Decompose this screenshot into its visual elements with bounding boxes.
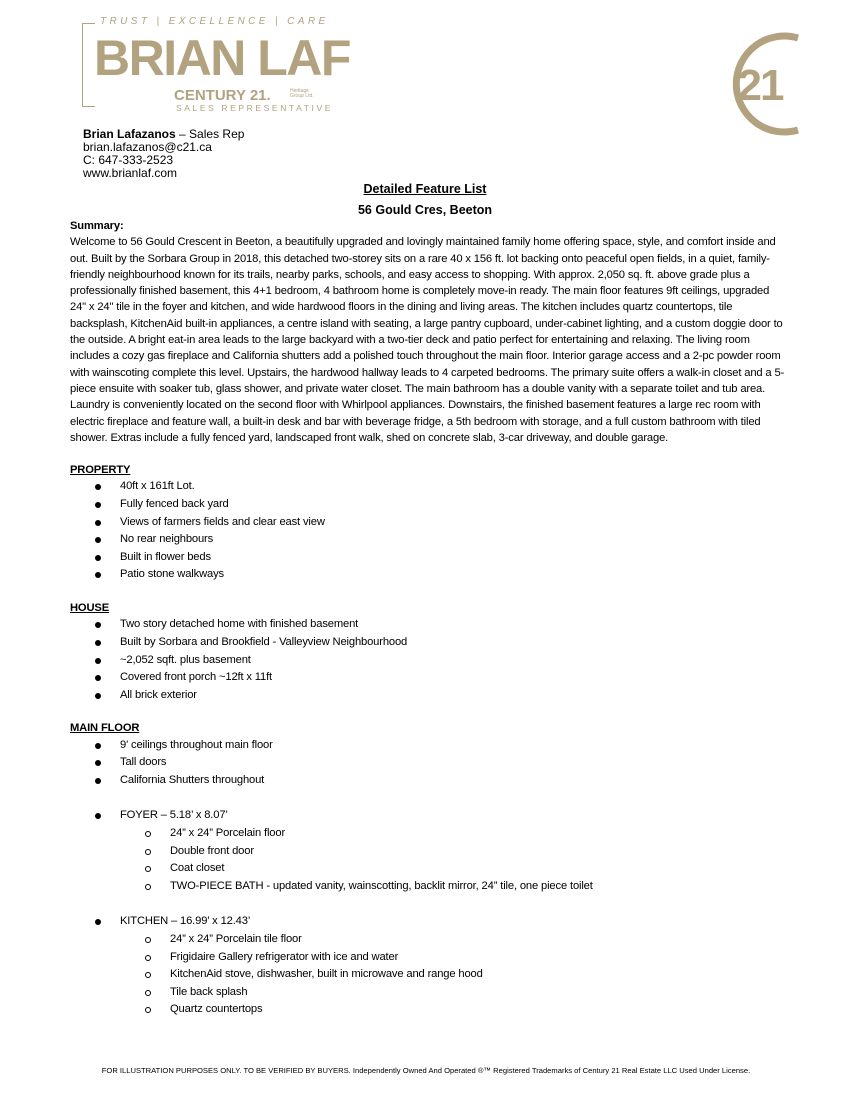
logo-tagline: TRUST | EXCELLENCE | CARE [100,16,329,27]
sub-list-item-text: Frigidaire Gallery refrigerator with ice and water [170,950,399,963]
room-title [70,807,785,825]
agent-info [83,128,244,180]
kitchen-list [70,931,785,1019]
list-item-text: Patio stone walkways [120,568,224,581]
list-item [70,687,785,705]
sub-list-item [70,843,785,861]
circle-bullet-icon [145,849,151,855]
sub-list-item [70,860,785,878]
room-foyer [70,807,785,895]
list-item [70,514,785,532]
main-floor-list [70,737,785,790]
list-item-text: Built in flower beds [120,550,211,563]
circle-bullet-icon [145,990,151,996]
list-item-text: Built by Sorbara and Brookfield - Valleyview Neighbourhood [120,635,408,648]
list-item-text: Covered front porch ~12ft x 11ft [120,671,273,684]
bullet-icon [95,484,101,490]
section-title-house: HOUSE [70,602,110,615]
list-item-text: 9' ceilings throughout main floor [120,738,273,751]
feature-list-content [70,218,785,1019]
list-item [70,496,785,514]
sub-list-item-text: Quartz countertops [170,1003,263,1016]
list-item-text: California Shutters throughout [120,773,265,786]
sub-list-item [70,825,785,843]
list-item [70,616,785,634]
circle-bullet-icon [145,937,151,943]
list-item [70,478,785,496]
agent-website[interactable]: www.brianlaf.com [83,166,178,180]
sub-list-item-text: 24” x 24” Porcelain tile floor [170,932,302,945]
bullet-icon [95,555,101,561]
bullet-icon [95,693,101,699]
bullet-icon [95,760,101,766]
sub-list-item-text: KitchenAid stove, dishwasher, built in microwave and range hood [170,968,483,981]
room-title [70,913,785,931]
circle-bullet-icon [145,955,151,961]
sub-list-item-text: Tile back splash [170,985,248,998]
brokerage-logo [82,14,350,114]
bullet-icon [95,502,101,508]
sub-list-item [70,966,785,984]
list-item-text: All brick exterior [120,688,197,701]
agent-email[interactable]: brian.lafazanos@c21.ca [83,140,212,154]
circle-bullet-icon [145,972,151,978]
list-item-text: Views of farmers fields and clear east view [120,515,325,528]
list-item-text: Tall doors [120,756,167,769]
sub-list-item-text: 24” x 24” Porcelain floor [170,826,286,839]
circle-bullet-icon [145,1007,151,1013]
agent-name: Brian Lafazanos [83,127,176,141]
list-item [70,634,785,652]
circle-bullet-icon [145,831,151,837]
bullet-icon [95,919,101,925]
logo-role: SALES REPRESENTATIVE [176,103,334,113]
summary-label: Summary: [70,220,124,232]
list-item [70,566,785,584]
list-item [70,754,785,772]
agent-phone: C: 647-333-2523 [83,153,174,167]
list-item-text: Two story detached home with finished basement [120,618,359,631]
property-list [70,478,785,584]
property-address: 56 Gould Cres, Beeton [357,203,493,217]
bullet-icon [95,520,101,526]
sub-list-item-text: Coat closet [170,862,225,875]
foyer-list [70,825,785,895]
sub-list-item [70,949,785,967]
list-item-text: 40ft x 161ft Lot. [120,480,195,493]
list-item-text: ~2,052 sqft. plus basement [120,653,251,666]
list-item [70,669,785,687]
list-item [70,549,785,567]
sub-list-item-text: Double front door [170,844,254,857]
logo-brand: CENTURY 21. [174,87,271,104]
logo-brand-sub: Heritage Group Ltd. [290,88,314,99]
bullet-icon [95,658,101,664]
bullet-icon [95,813,101,819]
sub-list-item [70,1001,785,1019]
summary-text: Welcome to 56 Gould Crescent in Beeton, a beautifully upgraded and lovingly maintained family home offering space, style, and comfort inside and out. Built by the Sorbara Group in 2018, this detached two-storey sits on a rare 40 x 156 ft. lot backing onto peaceful open fields, in a quiet, family-friendly neighbourhood known for its trails, nearby parks, schools, and easy access to shopping. With approx. 2,050 sq. ft. above grade plus a professionally finished basement, this 4+1 bedroom, 4 bathroom home is completely move-in ready. The main floor features 9ft ceilings, upgraded 24" x 24" tile in the foyer and kitchen, and wide hardwood floors in the dining and living areas. The kitchen includes quartz countertops, tile backsplash, KitchenAid built-in appliances, a centre island with seating, a large pantry cupboard, under-cabinet lighting, and a custom doggie door to the outside. A bright eat-in area leads to the large backyard with a two-tier deck and patio perfect for entertaining and relaxing. The living room includes a cozy gas fireplace and California shutters add a polished touch throughout the main floor. Interior garage access and a 2-pc powder room with wainscoting complete this level. Upstairs, the hardwood hallway leads to 4 carpeted bedrooms. The primary suite offers a walk-in closet and a 5-piece ensuite with soaker tub, glass shower, and private water closet. The main bathroom has a double vanity with a separate toilet and tub area. Laundry is conveniently located on the second floor with Whirlpool appliances. Downstairs, the finished basement features a large rec room with electric fireplace and feature wall, a built-in desk and bar with beverage fridge, a 5th bedroom with storage, and a full custom bathroom with tiled shower. Extras include a fully fenced yard, landscaped front walk, shed on concrete slab, 3-car driveway, and double garage. [70,236,785,444]
document-title: Detailed Feature List [363,182,487,196]
room-title-text: KITCHEN – 16.99’ x 12.43’ [120,915,251,928]
list-item [70,772,785,790]
sub-list-item-text: TWO-PIECE BATH - updated vanity, wainscotting, backlit mirror, 24” tile, one piece toilet [170,879,593,892]
house-list [70,616,785,704]
list-item-text: Fully fenced back yard [120,498,229,511]
sub-list-item [70,878,785,896]
bullet-icon [95,675,101,681]
list-item [70,531,785,549]
circle-bullet-icon [145,866,151,872]
seal-number: 21 [737,61,783,110]
bullet-icon [95,640,101,646]
legal-disclaimer: FOR ILLUSTRATION PURPOSES ONLY. TO BE VERIFIED BY BUYERS. Independently Owned And Operated ®™ Registered Trademarks of Century 21 Real Estate LLC Used Under License. [101,1066,751,1075]
room-kitchen [70,913,785,1019]
agent-title: – Sales Rep [175,127,245,141]
bullet-icon [95,778,101,784]
list-item-text: No rear neighbours [120,533,214,546]
bullet-icon [95,743,101,749]
sub-list-item [70,984,785,1002]
room-title-text: FOYER – 5.18’ x 8.07’ [120,809,228,822]
bullet-icon [95,622,101,628]
document-title-wrap [0,182,850,196]
century21-seal-icon [712,28,804,140]
circle-bullet-icon [145,884,151,890]
bullet-icon [95,537,101,543]
section-title-property: PROPERTY [70,464,131,477]
list-item [70,652,785,670]
section-title-main-floor: MAIN FLOOR [70,722,140,735]
logo-name: BRIAN LAF [94,30,350,86]
bullet-icon [95,572,101,578]
sub-list-item [70,931,785,949]
list-item [70,737,785,755]
